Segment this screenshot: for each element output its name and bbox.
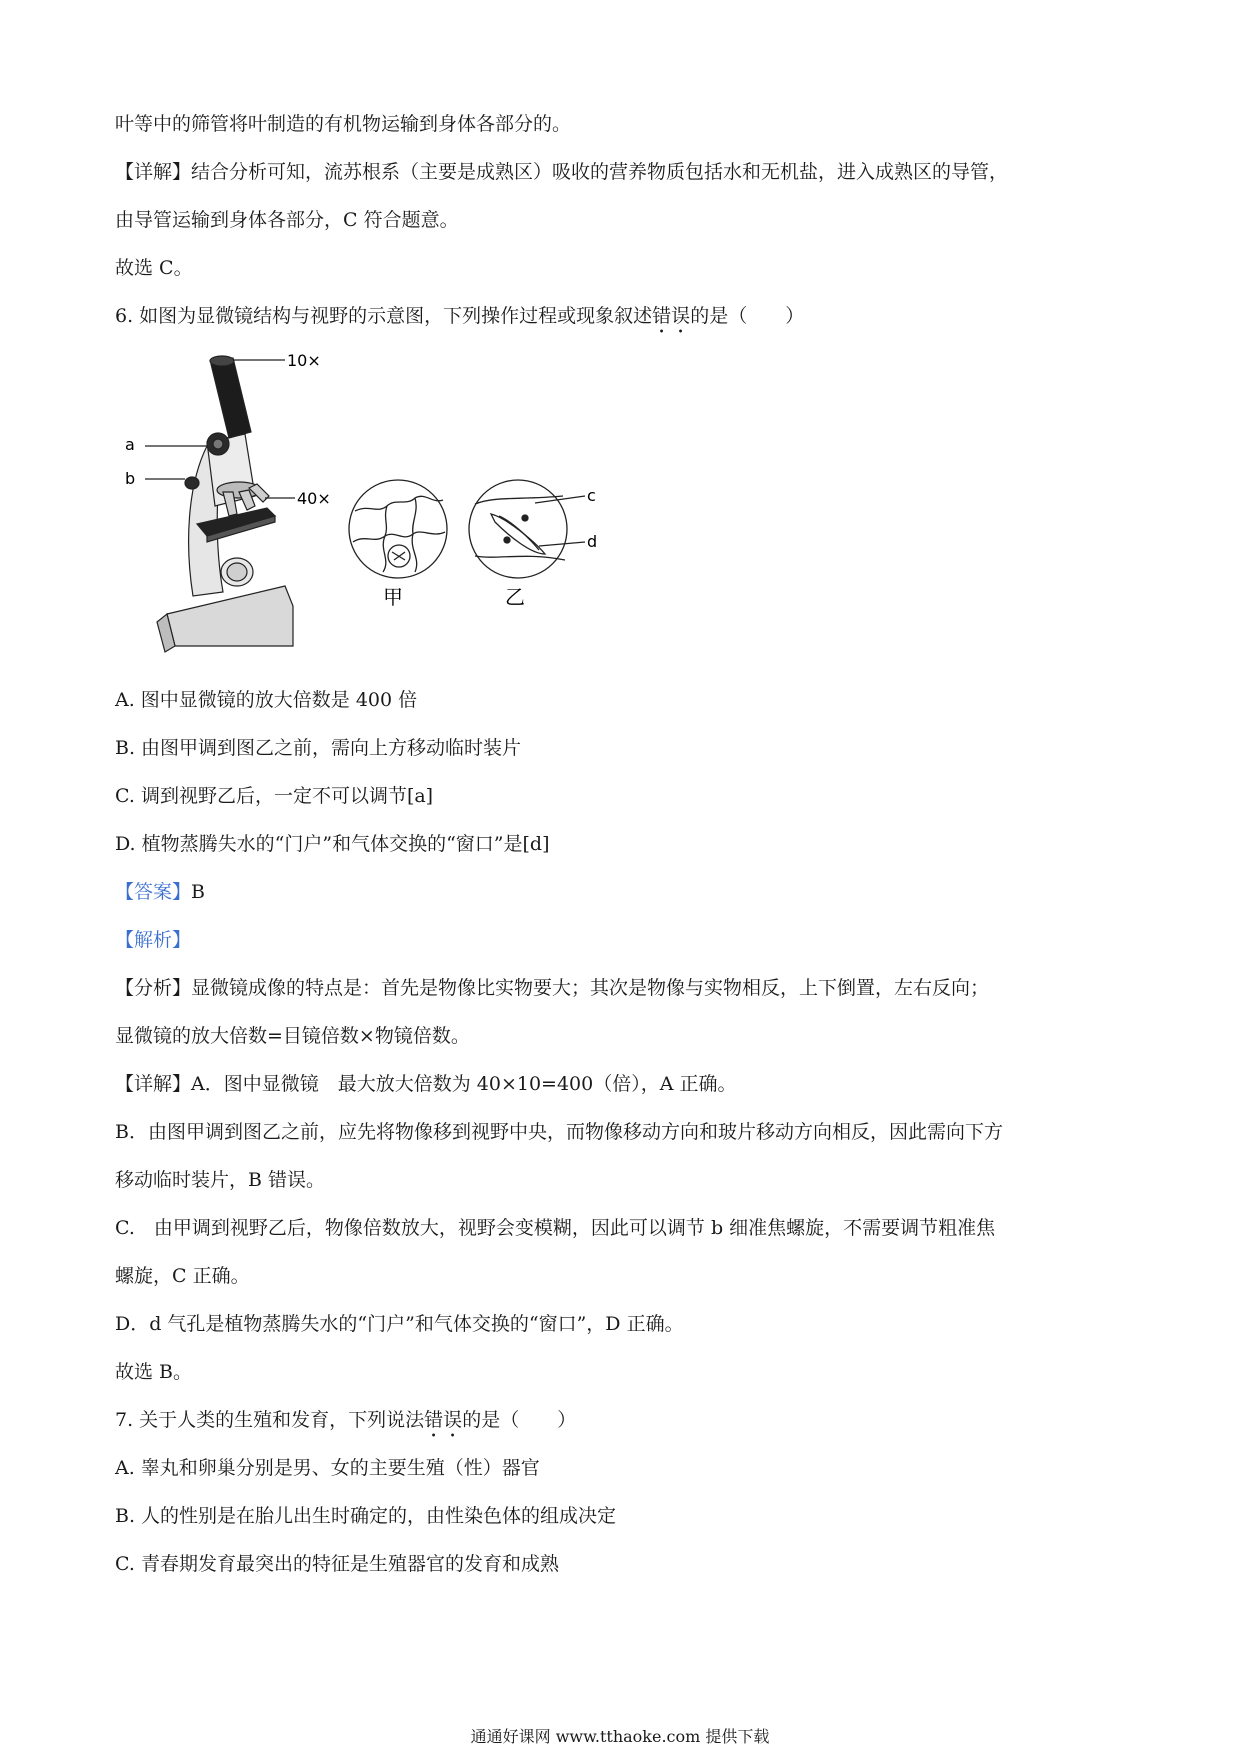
detail-tag-q6: 【详解】 — [115, 1073, 192, 1095]
q6-stem-emphasis: 错误 — [652, 305, 691, 327]
document-page — [115, 100, 1124, 1588]
eyepiece-label: 10× — [287, 351, 321, 370]
view-label-yi: 乙 — [505, 585, 525, 609]
choice-line: 故选 C。 — [115, 257, 193, 279]
detail-paragraph-line-2: 由导管运输到身体各部分，C 符合题意。 — [115, 209, 459, 231]
page-footer — [0, 1724, 1240, 1747]
footer-suffix: 提供下载 — [705, 1727, 770, 1746]
q6-detail-b-1: B．由图甲调到图乙之前，应先将物像移到视野中央，而物像移动方向和玻片移动方向相反，因此需向下方 — [115, 1121, 1003, 1143]
q6-choice: 故选 B。 — [115, 1361, 193, 1383]
q7-stem-post: 的是（ ） — [462, 1409, 577, 1431]
q7-option-a: A. 睾丸和卵巢分别是男、女的主要生殖（性）器官 — [115, 1457, 540, 1479]
q6-option-b: B. 由图甲调到图乙之前，需向上方移动临时装片 — [115, 737, 522, 759]
fenxi-tag: 【分析】 — [115, 977, 192, 999]
microscope-figure — [115, 346, 1124, 676]
microscope-diagram — [115, 346, 675, 676]
q6-stem-pre: 6. 如图为显微镜结构与视野的示意图，下列操作过程或现象叙述 — [115, 305, 653, 327]
q7-option-b: B. 人的性别是在胎儿出生时确定的，由性染色体的组成决定 — [115, 1505, 617, 1527]
field-of-view-jia — [349, 480, 447, 578]
q7-option-c: C. 青春期发育最突出的特征是生殖器官的发育和成熟 — [115, 1553, 559, 1575]
detail-a-text: A．图中显微镜 最大放大倍数为 40×10=400（倍），A 正确。 — [191, 1073, 737, 1095]
q6-detail-d: D．d 气孔是植物蒸腾失水的“门户”和气体交换的“窗口”，D 正确。 — [115, 1313, 684, 1335]
q6-option-c: C. 调到视野乙后，一定不可以调节[a] — [115, 785, 434, 807]
q6-fenxi-line-2: 显微镜的放大倍数=目镜倍数×物镜倍数。 — [115, 1025, 470, 1047]
q6-detail-a — [115, 1060, 1124, 1108]
footer-site-link[interactable]: www.tthaoke.com — [555, 1727, 701, 1746]
q6-detail-c-1: C. 由甲调到视野乙后，物像倍数放大，视野会变模糊，因此可以调节 b 细准焦螺旋，不需要调节粗准焦 — [115, 1217, 996, 1239]
q6-answer — [115, 868, 1124, 916]
label-a: a — [125, 435, 135, 454]
detail-text: 结合分析可知，流苏根系（主要是成熟区）吸收的营养物质包括水和无机盐，进入成熟区的导管， — [191, 161, 1009, 183]
q6-option-d: D. 植物蒸腾失水的“门户”和气体交换的“窗口”是[d] — [115, 833, 550, 855]
label-c: c — [587, 486, 596, 505]
q6-detail-c-2: 螺旋，C 正确。 — [115, 1265, 250, 1287]
detail-paragraph-line-1 — [115, 148, 1124, 196]
view-label-jia: 甲 — [383, 585, 403, 609]
field-of-view-yi — [469, 480, 567, 578]
answer-value: B — [191, 881, 205, 903]
answer-tag: 【答案】 — [115, 881, 192, 903]
q7-stem-emphasis: 错误 — [424, 1409, 463, 1431]
q6-detail-b-2: 移动临时装片，B 错误。 — [115, 1169, 326, 1191]
q6-option-a: A. 图中显微镜的放大倍数是 400 倍 — [115, 689, 418, 711]
q6-fenxi-line-1 — [115, 964, 1124, 1012]
q6-stem-post: 的是（ ） — [690, 305, 805, 327]
q7-stem-pre: 7. 关于人类的生殖和发育，下列说法 — [115, 1409, 425, 1431]
detail-tag: 【详解】 — [115, 161, 192, 183]
fenxi-text: 显微镜成像的特点是：首先是物像比实物要大；其次是物像与实物相反，上下倒置，左右反向； — [191, 977, 990, 999]
q6-analysis-tag: 【解析】 — [115, 929, 192, 951]
microscope-drawing — [157, 356, 293, 652]
paragraph-continuation: 叶等中的筛管将叶制造的有机物运输到身体各部分的。 — [115, 113, 572, 135]
objective-label: 40× — [297, 489, 331, 508]
footer-brand: 通通好课网 — [470, 1727, 551, 1746]
question-6-stem — [115, 292, 1124, 340]
question-7-stem — [115, 1396, 1124, 1444]
label-b: b — [125, 469, 136, 488]
label-d: d — [587, 532, 598, 551]
